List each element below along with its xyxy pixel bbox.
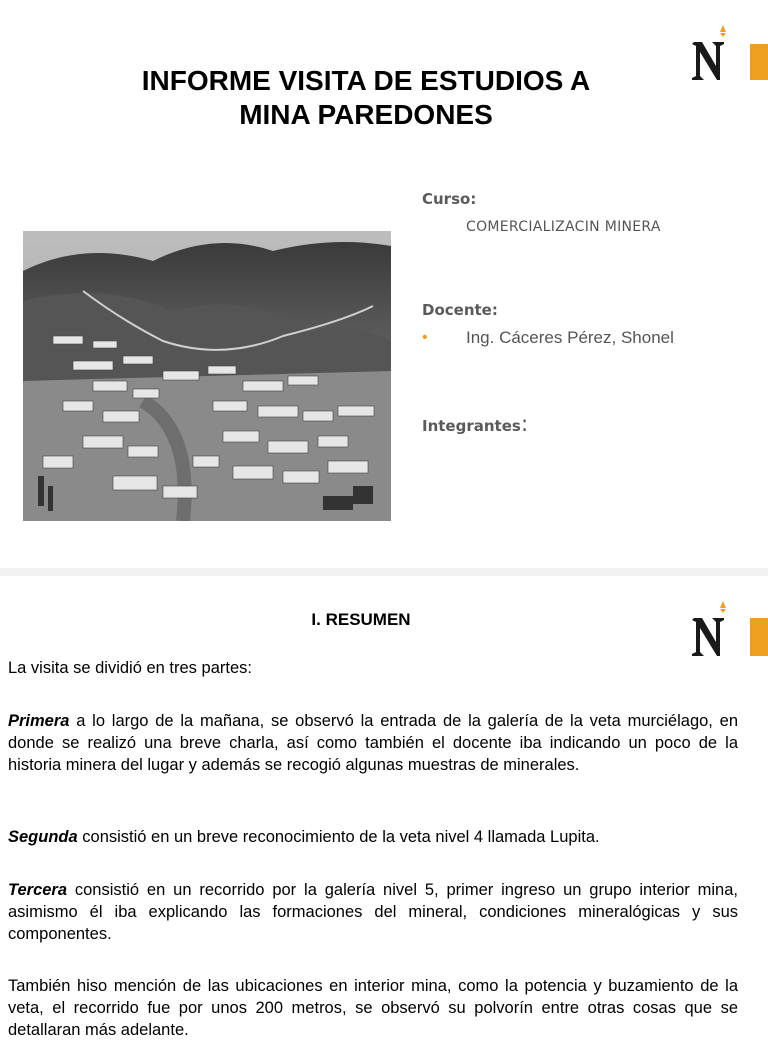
curso-value: COMERCIALIZACIN MINERA — [466, 219, 661, 235]
intro-paragraph: La visita se dividió en tres partes: — [8, 659, 252, 677]
paragraph-primera — [8, 710, 738, 776]
university-logo-icon — [690, 22, 730, 82]
bullet-icon: • — [422, 329, 428, 346]
paragraph-text: consistió en un recorrido por la galería nivel 5, primer ingreso un grupo interior mina, asimismo él iba explicando las formaciones del mineral, condiciones mineralógicas y sus componentes. — [8, 881, 738, 943]
curso-label: Curso: — [422, 190, 477, 208]
docente-item — [422, 328, 674, 348]
paragraph-lead: Tercera — [8, 881, 68, 899]
accent-bar — [750, 618, 768, 656]
docente-value: Ing. Cáceres Pérez, Shonel — [466, 328, 674, 347]
title-line-2: MINA PAREDONES — [239, 99, 493, 130]
integrantes-text: Integrantes — [422, 417, 521, 435]
integrantes-colon: : — [520, 412, 529, 437]
paragraph-extra: También hiso mención de las ubicaciones en interior mina, como la potencia y buzamiento de la veta, el recorrido fue por unos 200 metros, se observó su polvorín entre otras cosas que se detallaran más adelante. — [8, 977, 738, 1039]
paragraph-tercera — [8, 879, 738, 945]
paragraph-segunda — [8, 826, 738, 848]
page-title — [90, 64, 642, 132]
paragraph-text: a lo largo de la mañana, se observó la entrada de la galería de la veta murciélago, en donde se realizó una breve charla, así como también el docente iba indicando un poco de la historia minera del lugar y además se recogió algunas muestras de minerales. — [8, 712, 738, 774]
integrantes-label — [422, 412, 528, 437]
title-line-1: INFORME VISITA DE ESTUDIOS A — [141, 65, 591, 96]
accent-bar — [750, 44, 768, 80]
section-heading: I. RESUMEN — [311, 610, 411, 629]
mining-town-photo — [23, 231, 391, 521]
slide-divider — [0, 568, 768, 576]
paragraph-lead: Primera — [8, 712, 70, 730]
paragraph-text: consistió en un breve reconocimiento de la veta nivel 4 llamada Lupita. — [77, 828, 600, 846]
paragraph-lead: Segunda — [8, 828, 78, 846]
summary-slide — [0, 576, 768, 1039]
docente-label: Docente: — [422, 301, 498, 319]
